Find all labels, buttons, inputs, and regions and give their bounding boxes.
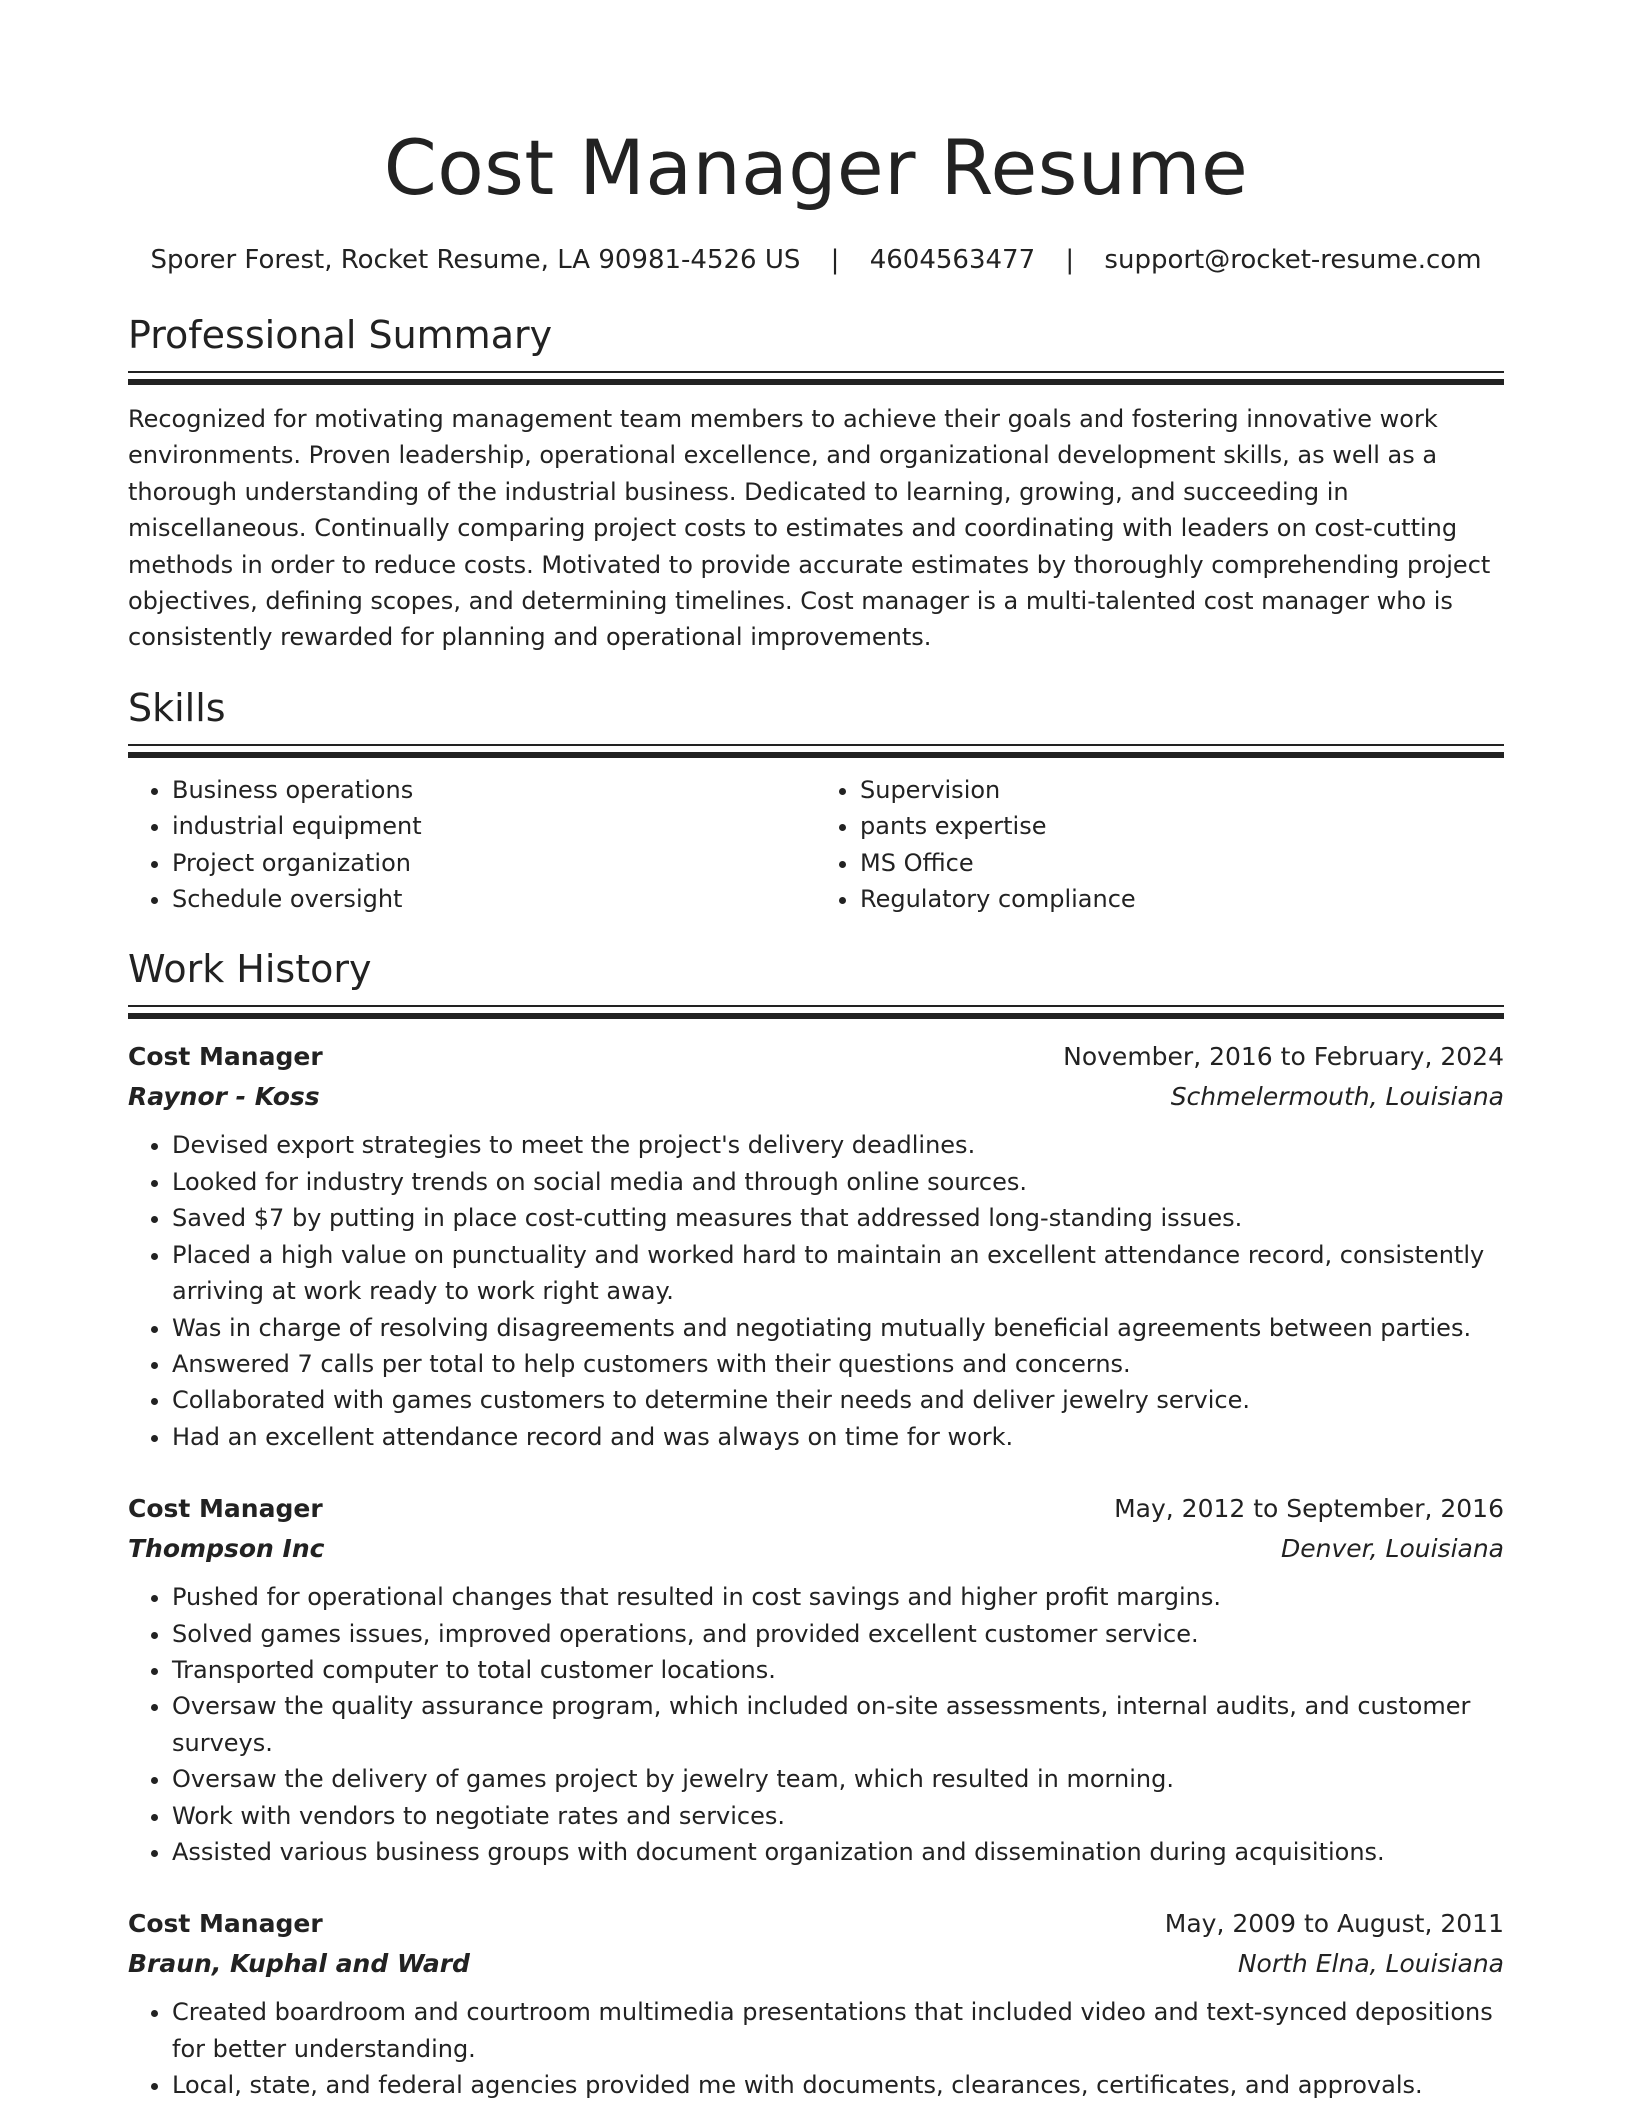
- skill-item: • Regulatory compliance: [860, 881, 1504, 917]
- job-subheader: [128, 1077, 1504, 1117]
- job-bullets: [128, 1579, 1504, 1870]
- contact-email: support@rocket-resume.com: [1104, 245, 1482, 275]
- job-bullet: • Oversaw the delivery of games project by jewelry team, which resulted in morning.: [172, 1761, 1504, 1797]
- job-title: Cost Manager: [128, 1042, 323, 1072]
- job-location: North Elna, Louisiana: [1237, 1949, 1504, 1979]
- job-bullet: • Solved games issues, improved operations, and provided excellent customer service.: [172, 1616, 1504, 1652]
- section-divider: [128, 371, 1504, 385]
- job-bullet: • Placed a high value on punctuality and worked hard to maintain an excellent attendance record, consistently arriving at work ready to work right away.: [172, 1237, 1504, 1310]
- contact-separator: |: [830, 245, 840, 275]
- contact-address: Sporer Forest, Rocket Resume, LA 90981-4526 US: [150, 245, 801, 275]
- skills-heading: Skills: [128, 685, 226, 730]
- job-subheader: [128, 1944, 1504, 1984]
- job-company: Thompson Inc: [128, 1534, 325, 1564]
- section-divider: [128, 1005, 1504, 1019]
- job-bullet: • Transported computer to total customer locations.: [172, 1652, 1504, 1688]
- skill-item: • pants expertise: [860, 808, 1504, 844]
- job-entry: [128, 1489, 1504, 1870]
- job-bullet: • Oversaw the quality assurance program, which included on-site assessments, internal audits, and customer surveys.: [172, 1688, 1504, 1761]
- section-divider: [128, 744, 1504, 758]
- job-bullet: • Devised export strategies to meet the project's delivery deadlines.: [172, 1127, 1504, 1163]
- summary-text: Recognized for motivating management team members to achieve their goals and fostering innovative work environments. Proven leadership, operational excellence, and organizational development skills, as well as a thorough understanding of the industrial business. Dedicated to learning, growing, and succeeding in miscellaneous. Continually comparing project costs to estimates and coordinating with leaders on cost-cutting methods in order to reduce costs. Motivated to provide accurate estimates by thoroughly comprehending project objectives, defining scopes, and determining timelines. Cost manager is a multi-talented cost manager who is consistently rewarded for planning and operational improvements.: [128, 405, 1491, 652]
- job-bullets: [128, 1994, 1504, 2103]
- job-company: Raynor - Koss: [128, 1082, 320, 1112]
- contact-line: [128, 242, 1504, 278]
- skill-item: • industrial equipment: [172, 808, 816, 844]
- job-subheader: [128, 1529, 1504, 1569]
- skill-item: • Supervision: [860, 772, 1504, 808]
- skill-item: • MS Office: [860, 845, 1504, 881]
- job-entry: [128, 1037, 1504, 1455]
- job-bullet: • Assisted various business groups with document organization and dissemination during acquisitions.: [172, 1834, 1504, 1870]
- job-location: Schmelermouth, Louisiana: [1170, 1082, 1504, 1112]
- skill-item: • Business operations: [172, 772, 816, 808]
- job-bullet: • Answered 7 calls per total to help customers with their questions and concerns.: [172, 1346, 1504, 1382]
- summary-heading: Professional Summary: [128, 313, 553, 357]
- job-bullet: • Looked for industry trends on social media and through online sources.: [172, 1164, 1504, 1200]
- skills-list-right: [816, 772, 1504, 918]
- skills-section: [128, 684, 1504, 918]
- job-title: Cost Manager: [128, 1494, 323, 1524]
- work-history-heading: Work History: [128, 947, 372, 992]
- skill-item: • Schedule oversight: [172, 881, 816, 917]
- summary-section: [128, 311, 1504, 656]
- job-bullets: [128, 1127, 1504, 1455]
- job-bullet: • Collaborated with games customers to determine their needs and deliver jewelry service.: [172, 1382, 1504, 1418]
- resume-page: [128, 0, 1504, 2104]
- job-header: [128, 1489, 1504, 1529]
- job-dates: May, 2009 to August, 2011: [1164, 1909, 1504, 1939]
- job-bullet: • Work with vendors to negotiate rates and services.: [172, 1798, 1504, 1834]
- job-bullet: • Local, state, and federal agencies provided me with documents, clearances, certificates, and approvals.: [172, 2067, 1504, 2103]
- job-title: Cost Manager: [128, 1909, 323, 1939]
- job-dates: May, 2012 to September, 2016: [1114, 1494, 1504, 1524]
- job-location: Denver, Louisiana: [1281, 1534, 1504, 1564]
- job-dates: November, 2016 to February, 2024: [1063, 1042, 1504, 1072]
- skills-columns: [128, 772, 1504, 918]
- work-history-section: [128, 945, 1504, 2103]
- resume-title: Cost Manager Resume: [383, 123, 1249, 212]
- job-header: [128, 1037, 1504, 1077]
- skills-list-left: [128, 772, 816, 918]
- contact-phone: 4604563477: [869, 245, 1036, 275]
- job-bullet: • Pushed for operational changes that resulted in cost savings and higher profit margins.: [172, 1579, 1504, 1615]
- job-company: Braun, Kuphal and Ward: [128, 1949, 470, 1979]
- job-header: [128, 1904, 1504, 1944]
- job-bullet: • Saved $7 by putting in place cost-cutting measures that addressed long-standing issues.: [172, 1200, 1504, 1236]
- job-entry: [128, 1904, 1504, 2103]
- contact-separator: |: [1065, 245, 1075, 275]
- job-bullet: • Had an excellent attendance record and was always on time for work.: [172, 1419, 1504, 1455]
- skill-item: • Project organization: [172, 845, 816, 881]
- job-bullet: • Created boardroom and courtroom multimedia presentations that included video and text-synced depositions for better understanding.: [172, 1994, 1504, 2067]
- job-bullet: • Was in charge of resolving disagreements and negotiating mutually beneficial agreements between parties.: [172, 1310, 1504, 1346]
